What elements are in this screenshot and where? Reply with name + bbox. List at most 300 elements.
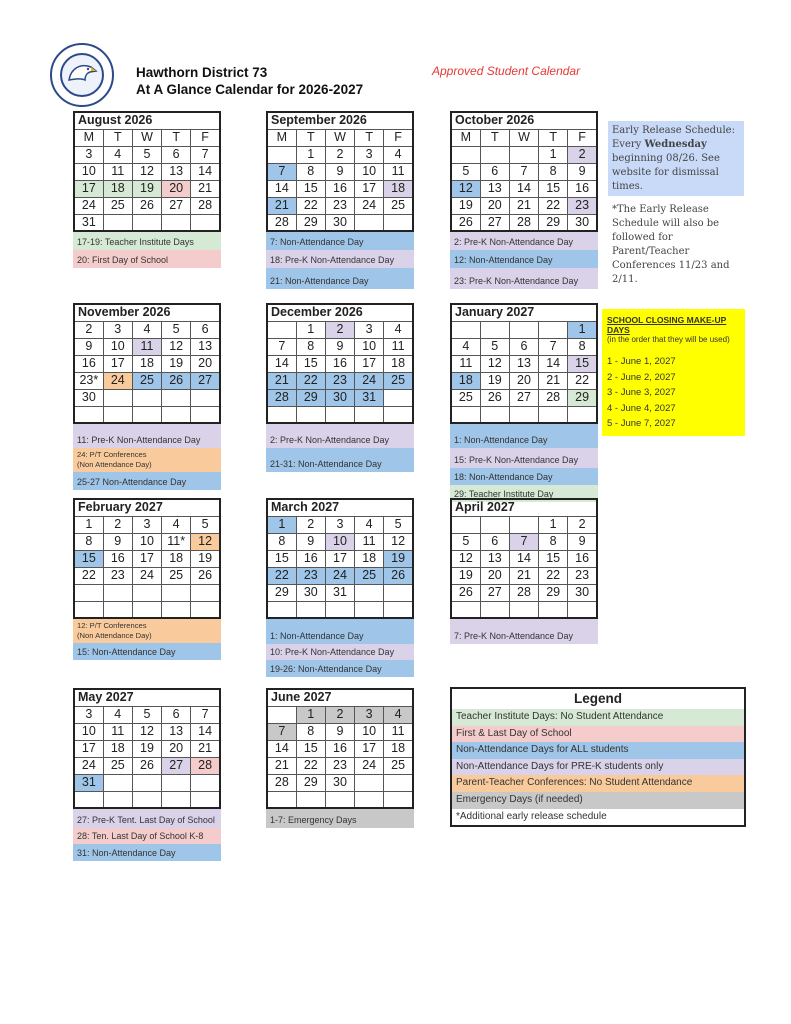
day <box>355 584 384 601</box>
day: 15 <box>296 740 325 757</box>
day-emergency: 2 <box>325 706 354 723</box>
month-title: April 2027 <box>451 499 597 516</box>
day: 12 <box>132 163 161 180</box>
day <box>132 584 161 601</box>
day <box>132 406 161 423</box>
day: 28 <box>539 389 568 406</box>
day: 16 <box>296 550 325 567</box>
month-november-2026 <box>73 303 221 490</box>
month-october-2026 <box>450 111 598 289</box>
day-non-attendance: 26 <box>162 372 191 389</box>
day <box>132 774 161 791</box>
day: 10 <box>132 533 161 550</box>
day: 7 <box>539 338 568 355</box>
day: 29 <box>296 214 325 231</box>
day: 3 <box>74 146 103 163</box>
day <box>355 774 384 791</box>
note: 19-26: Non-Attendance Day <box>266 660 414 677</box>
note: 18: Pre-K Non-Attendance Day <box>266 250 414 268</box>
calendar-title: At A Glance Calendar for 2026-2027 <box>136 82 364 97</box>
makeup-days-box <box>602 309 745 436</box>
day-emergency: 1 <box>296 706 325 723</box>
day: 29 <box>539 584 568 601</box>
day <box>267 791 296 808</box>
day: 26 <box>132 197 161 214</box>
day-prek-non-attendance: 15 <box>568 355 597 372</box>
day: 3 <box>132 516 161 533</box>
day-last-day: 28 <box>191 757 220 774</box>
day-early-release: 23* <box>74 372 103 389</box>
day: 4 <box>162 516 191 533</box>
day: 16 <box>568 550 597 567</box>
day: 18 <box>384 355 413 372</box>
day: 19 <box>132 740 161 757</box>
month-title: October 2026 <box>451 112 597 129</box>
day: 10 <box>74 163 103 180</box>
day: 18 <box>132 355 161 372</box>
day: 13 <box>480 550 509 567</box>
day: 25 <box>384 757 413 774</box>
day <box>384 774 413 791</box>
day <box>325 601 354 618</box>
day <box>539 406 568 423</box>
day <box>132 389 161 406</box>
day: 1 <box>74 516 103 533</box>
early-release-box <box>608 121 744 196</box>
eagle-icon <box>60 53 104 97</box>
day: 14 <box>267 355 296 372</box>
day: 19 <box>451 567 480 584</box>
day: 30 <box>325 214 354 231</box>
day: 15 <box>296 355 325 372</box>
note: 1: Non-Attendance Day <box>450 424 598 448</box>
day: 8 <box>568 338 597 355</box>
day: 14 <box>539 355 568 372</box>
note: 1: Non-Attendance Day <box>266 619 414 644</box>
month-march-2027 <box>266 498 414 677</box>
legend-item-non-attendance-all: Non-Attendance Days for ALL students <box>452 742 744 759</box>
day <box>509 516 538 533</box>
day <box>509 406 538 423</box>
day-teacher-institute: 29 <box>568 389 597 406</box>
day: 16 <box>325 355 354 372</box>
day-teacher-institute: 19 <box>132 180 161 197</box>
day: 16 <box>103 550 132 567</box>
note-line: (Non Attendance Day) <box>77 460 152 469</box>
month-notes <box>266 809 414 828</box>
day: 3 <box>325 516 354 533</box>
note: 15: Non-Attendance Day <box>73 643 221 660</box>
day <box>103 601 132 618</box>
day-teacher-institute: 18 <box>103 180 132 197</box>
day <box>191 601 220 618</box>
day-non-attendance: 23 <box>296 567 325 584</box>
day-non-attendance: 26 <box>384 567 413 584</box>
day: 22 <box>539 567 568 584</box>
makeup-item: 3 - June 3, 2027 <box>607 387 676 398</box>
day: 8 <box>267 533 296 550</box>
day <box>132 214 161 231</box>
month-notes <box>73 809 221 861</box>
makeup-item: 1 - June 1, 2027 <box>607 356 676 367</box>
day-prek-non-attendance: 7 <box>509 533 538 550</box>
day: 4 <box>384 321 413 338</box>
makeup-item: 4 - June 4, 2027 <box>607 402 676 414</box>
note: 2: Pre-K Non-Attendance Day <box>266 424 414 448</box>
day: 8 <box>296 163 325 180</box>
day: 28 <box>267 214 296 231</box>
day-non-attendance: 29 <box>296 389 325 406</box>
day: 17 <box>74 740 103 757</box>
day: 27 <box>509 389 538 406</box>
month-title: May 2027 <box>74 689 220 706</box>
day: 18 <box>384 740 413 757</box>
day <box>103 389 132 406</box>
day-emergency: 4 <box>384 706 413 723</box>
dow: F <box>384 129 413 146</box>
day: 19 <box>191 550 220 567</box>
day: 11 <box>384 163 413 180</box>
page-title <box>136 64 363 98</box>
note: 12: Non-Attendance Day <box>450 250 598 268</box>
dow: M <box>267 129 296 146</box>
note <box>73 619 221 643</box>
day <box>509 601 538 618</box>
makeup-heading: SCHOOL CLOSING MAKE-UP DAYS <box>607 315 727 335</box>
day <box>451 146 480 163</box>
dow: W <box>132 129 161 146</box>
day: 5 <box>480 338 509 355</box>
note: 7: Non-Attendance Day <box>266 232 414 250</box>
day: 17 <box>132 550 161 567</box>
day-pt-conference: 24 <box>103 372 132 389</box>
day: 12 <box>451 550 480 567</box>
day: 22 <box>296 757 325 774</box>
day: 9 <box>296 533 325 550</box>
legend-item-teacher-institute: Teacher Institute Days: No Student Attendance <box>452 709 744 726</box>
note: 7: Pre-K Non-Attendance Day <box>450 619 598 644</box>
day: 30 <box>296 584 325 601</box>
day: 8 <box>296 723 325 740</box>
day: 22 <box>296 197 325 214</box>
day-non-attendance: 25 <box>132 372 161 389</box>
day: 25 <box>103 197 132 214</box>
day: 15 <box>539 550 568 567</box>
day: 28 <box>509 584 538 601</box>
day: 11 <box>103 163 132 180</box>
day <box>74 584 103 601</box>
month-title: March 2027 <box>267 499 413 516</box>
approval-status: Approved Student Calendar <box>432 64 581 78</box>
day <box>162 601 191 618</box>
note: 21: Non-Attendance Day <box>266 268 414 289</box>
makeup-subheading: (in the order that they will be used) <box>607 335 730 344</box>
legend-title: Legend <box>573 691 622 706</box>
dow: W <box>509 129 538 146</box>
day: 10 <box>103 338 132 355</box>
day: 10 <box>74 723 103 740</box>
month-title: November 2026 <box>74 304 220 321</box>
day <box>162 389 191 406</box>
day <box>191 214 220 231</box>
day: 1 <box>296 321 325 338</box>
day: 27 <box>480 584 509 601</box>
day-non-attendance: 23 <box>325 372 354 389</box>
month-september-2026 <box>266 111 414 289</box>
month-april-2027 <box>450 498 598 644</box>
dow: W <box>325 129 354 146</box>
day <box>539 601 568 618</box>
day: 1 <box>296 146 325 163</box>
day-prek-non-attendance: 2 <box>568 146 597 163</box>
note: 25-27 Non-Attendance Day <box>73 472 221 490</box>
day <box>162 214 191 231</box>
day <box>132 601 161 618</box>
day <box>267 406 296 423</box>
dow: T <box>296 129 325 146</box>
day <box>191 406 220 423</box>
day: 21 <box>191 740 220 757</box>
day: 7 <box>267 338 296 355</box>
note-line: (Non Attendance Day) <box>77 631 152 640</box>
day <box>267 706 296 723</box>
day: 13 <box>191 338 220 355</box>
day-prek-non-attendance: 10 <box>325 533 354 550</box>
day: 14 <box>191 723 220 740</box>
day: 14 <box>509 550 538 567</box>
day-non-attendance: 1 <box>267 516 296 533</box>
day: 14 <box>509 180 538 197</box>
day <box>568 601 597 618</box>
day: 28 <box>509 214 538 231</box>
day: 6 <box>509 338 538 355</box>
day: 9 <box>325 723 354 740</box>
day <box>191 389 220 406</box>
day: 25 <box>162 567 191 584</box>
note: 2: Pre-K Non-Attendance Day <box>450 232 598 250</box>
day: 12 <box>162 338 191 355</box>
day: 9 <box>568 533 597 550</box>
note: 21-31: Non-Attendance Day <box>266 448 414 472</box>
day: 20 <box>509 372 538 389</box>
day: 5 <box>451 533 480 550</box>
day: 16 <box>74 355 103 372</box>
day: 10 <box>355 338 384 355</box>
month-title: September 2026 <box>267 112 413 129</box>
day-non-attendance: 30 <box>325 389 354 406</box>
day <box>355 791 384 808</box>
day: 2 <box>296 516 325 533</box>
day: 24 <box>74 757 103 774</box>
day: 22 <box>74 567 103 584</box>
day <box>384 406 413 423</box>
month-title: August 2026 <box>74 112 220 129</box>
day: 24 <box>132 567 161 584</box>
day-non-attendance: 25 <box>355 567 384 584</box>
day-non-attendance: 7 <box>267 163 296 180</box>
day: 16 <box>568 180 597 197</box>
day: 13 <box>162 723 191 740</box>
day: 20 <box>162 740 191 757</box>
day-teacher-institute: 17 <box>74 180 103 197</box>
dow: F <box>568 129 597 146</box>
day: 5 <box>132 146 161 163</box>
day-non-attendance: 22 <box>267 567 296 584</box>
month-notes <box>266 424 414 472</box>
day: 4 <box>355 516 384 533</box>
day: 22 <box>539 197 568 214</box>
dow: M <box>451 129 480 146</box>
dow: T <box>162 129 191 146</box>
day: 4 <box>132 321 161 338</box>
day <box>509 321 538 338</box>
day: 19 <box>451 197 480 214</box>
day-prek-last-day: 27 <box>162 757 191 774</box>
day-non-attendance: 21 <box>267 197 296 214</box>
day: 7 <box>509 163 538 180</box>
day: 6 <box>162 146 191 163</box>
day: 4 <box>103 706 132 723</box>
day: 21 <box>509 197 538 214</box>
day: 17 <box>355 180 384 197</box>
note: 31: Non-Attendance Day <box>73 844 221 861</box>
day <box>384 214 413 231</box>
day <box>325 791 354 808</box>
day: 2 <box>325 146 354 163</box>
day: 14 <box>267 740 296 757</box>
legend-item-emergency: Emergency Days (if needed) <box>452 792 744 809</box>
day-prek-non-attendance: 23 <box>568 197 597 214</box>
day: 26 <box>451 584 480 601</box>
day-prek-non-attendance: 2 <box>325 321 354 338</box>
day-first-day: 20 <box>162 180 191 197</box>
day: 30 <box>325 774 354 791</box>
day <box>103 584 132 601</box>
legend-item-non-attendance-prek: Non-Attendance Days for PRE-K students only <box>452 759 744 776</box>
day: 26 <box>132 757 161 774</box>
day: 18 <box>162 550 191 567</box>
month-august-2026 <box>73 111 221 268</box>
day <box>384 389 413 406</box>
day: 24 <box>355 757 384 774</box>
day: 21 <box>267 757 296 774</box>
day <box>132 791 161 808</box>
month-notes <box>266 619 414 677</box>
day: 20 <box>480 567 509 584</box>
day <box>267 146 296 163</box>
day <box>480 406 509 423</box>
day: 30 <box>74 389 103 406</box>
day-non-attendance: 15 <box>74 550 103 567</box>
day <box>74 406 103 423</box>
early-release-details: beginning 08/26. See website for dismissal times. <box>612 153 720 192</box>
day: 21 <box>539 372 568 389</box>
day-non-attendance: 28 <box>267 389 296 406</box>
day: 2 <box>568 516 597 533</box>
day: 19 <box>162 355 191 372</box>
day: 17 <box>355 740 384 757</box>
day: 25 <box>103 757 132 774</box>
day: 9 <box>568 163 597 180</box>
note: 10: Pre-K Non-Attendance Day <box>266 644 414 660</box>
day-non-attendance: 1 <box>568 321 597 338</box>
day: 21 <box>191 180 220 197</box>
day <box>103 791 132 808</box>
early-release-weekday: Wednesday <box>644 139 707 150</box>
month-notes <box>450 619 598 644</box>
day: 9 <box>325 338 354 355</box>
day: 29 <box>267 584 296 601</box>
day: 11 <box>451 355 480 372</box>
day: 9 <box>74 338 103 355</box>
note-line: 24: P/T Conferences <box>77 450 147 459</box>
day <box>267 321 296 338</box>
legend-item-pt-conferences: Parent-Teacher Conferences: No Student Attendance <box>452 775 744 792</box>
day: 23 <box>568 567 597 584</box>
day: 29 <box>539 214 568 231</box>
day-non-attendance: 25 <box>384 372 413 389</box>
day: 16 <box>325 740 354 757</box>
day: 5 <box>451 163 480 180</box>
day: 31 <box>325 584 354 601</box>
day <box>539 321 568 338</box>
day: 5 <box>191 516 220 533</box>
day-prek-non-attendance: 11 <box>132 338 161 355</box>
note: 18: Non-Attendance Day <box>450 468 598 485</box>
day <box>451 601 480 618</box>
day: 25 <box>451 389 480 406</box>
day: 4 <box>451 338 480 355</box>
note-line: 12: P/T Conferences <box>77 621 147 630</box>
day: 26 <box>480 389 509 406</box>
day <box>384 791 413 808</box>
day <box>296 406 325 423</box>
day <box>451 321 480 338</box>
day: 3 <box>74 706 103 723</box>
day: 5 <box>132 706 161 723</box>
dow: T <box>103 129 132 146</box>
day <box>191 774 220 791</box>
day: 30 <box>568 584 597 601</box>
dow: T <box>355 129 384 146</box>
month-notes <box>73 619 221 660</box>
day <box>103 406 132 423</box>
day: 13 <box>162 163 191 180</box>
day: 4 <box>384 146 413 163</box>
day: 1 <box>539 516 568 533</box>
note: 29: Teacher Institute Day <box>450 485 598 502</box>
day-non-attendance: 24 <box>325 567 354 584</box>
legend <box>450 687 746 827</box>
day: 6 <box>191 321 220 338</box>
day <box>74 791 103 808</box>
day: 9 <box>325 163 354 180</box>
day: 12 <box>480 355 509 372</box>
month-february-2027 <box>73 498 221 660</box>
day: 31 <box>74 214 103 231</box>
day <box>451 516 480 533</box>
day: 11 <box>103 723 132 740</box>
day: 2 <box>103 516 132 533</box>
day-non-attendance: 27 <box>191 372 220 389</box>
day <box>325 406 354 423</box>
day-non-attendance: 31 <box>74 774 103 791</box>
day: 19 <box>480 372 509 389</box>
day: 11 <box>384 723 413 740</box>
day: 17 <box>103 355 132 372</box>
note: 27: Pre-K Tent. Last Day of School <box>73 809 221 828</box>
note: 15: Pre-K Non-Attendance Day <box>450 448 598 468</box>
